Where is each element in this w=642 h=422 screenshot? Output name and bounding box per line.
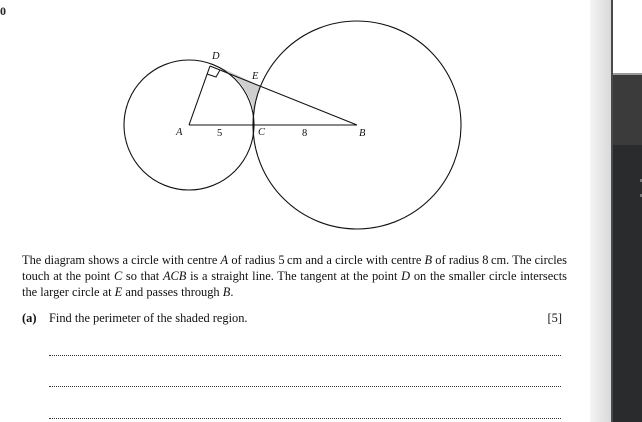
tangent-line-db (210, 66, 357, 125)
answer-line-3[interactable] (49, 418, 561, 419)
question-label: (a) (22, 311, 37, 325)
stem-text: . (230, 285, 234, 299)
label-e: E (252, 71, 259, 82)
stem-var: A (220, 253, 229, 267)
stem-var: ACB (162, 269, 187, 283)
stem-var: C (113, 269, 123, 283)
label-length-ac: 5 (217, 128, 223, 139)
answer-line-2[interactable] (49, 386, 561, 387)
label-c: C (258, 127, 266, 138)
question-marks: [5] (547, 311, 562, 325)
question-text: Find the perimeter of the shaded region. (49, 311, 248, 325)
label-length-cb: 8 (302, 128, 308, 139)
question-stem (22, 252, 567, 300)
stem-var: B (424, 253, 433, 267)
question-part-a (22, 311, 562, 326)
stem-var: E (114, 285, 123, 299)
page-number: 0 (0, 4, 6, 18)
side-panel-top (613, 0, 642, 73)
line-ad (189, 66, 210, 125)
stem-text: and passes through (122, 285, 223, 299)
side-panel (613, 0, 642, 422)
side-panel-header (613, 75, 642, 145)
stem-text: is a straight line. The tangent at the point (186, 269, 402, 283)
label-b: B (359, 128, 366, 139)
label-d: D (212, 51, 220, 62)
stem-var: D (401, 269, 411, 283)
stem-text: of radius 8 cm. The circles touch at the point (22, 253, 567, 283)
stem-text: on the smaller circle intersects the larger circle at (22, 269, 567, 299)
answer-line-1[interactable] (49, 355, 561, 356)
stem-var: B (222, 285, 231, 299)
right-angle-marker (207, 70, 220, 77)
stem-text: The diagram shows a circle with centre (22, 253, 221, 267)
stem-text: so that (122, 269, 163, 283)
stem-text: of radius 5 cm and a circle with centre (228, 253, 425, 267)
page-edge-shadow (590, 0, 612, 422)
label-a: A (176, 127, 183, 138)
